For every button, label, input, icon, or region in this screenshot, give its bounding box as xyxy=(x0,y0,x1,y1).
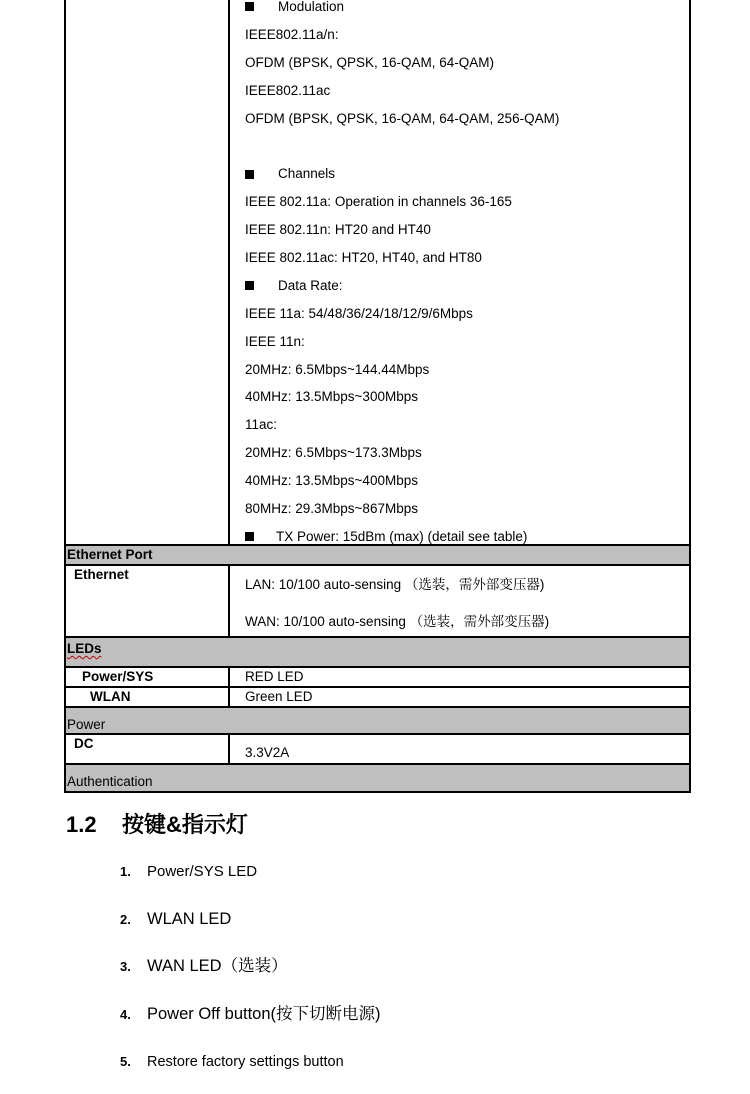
square-bullet-icon xyxy=(245,2,254,11)
rf-line-text: 40MHz: 13.5Mbps~400Mbps xyxy=(245,473,418,489)
list-number: 2. xyxy=(120,911,131,927)
rf-line-text: Data Rate: xyxy=(278,277,343,293)
wan-value: WAN: 10/100 auto-sensing （选装，需外部变压器) xyxy=(245,614,550,629)
list-number: 3. xyxy=(120,959,131,974)
rf-bullet-line xyxy=(245,523,689,551)
wlan-value: Green LED xyxy=(245,689,313,704)
rf-line xyxy=(245,495,689,523)
list-number: 1. xyxy=(120,864,131,879)
section-leds xyxy=(66,638,689,668)
rf-line-text: 11ac: xyxy=(245,417,278,433)
rf-line-text: TX Power: 15dBm (max) (detail see table) xyxy=(276,528,528,544)
rf-bullet-line xyxy=(245,160,689,188)
rf-line-text: 80MHz: 29.3Mbps~867Mbps xyxy=(245,501,418,517)
list-item xyxy=(120,896,381,944)
list-label: WLAN LED xyxy=(147,909,232,928)
section-title: Power xyxy=(67,717,106,732)
wlan-value-cell xyxy=(230,688,689,706)
rf-bullet-line xyxy=(245,0,689,21)
rf-bullet-line xyxy=(245,272,689,300)
rf-line-text: IEEE 802.11a: Operation in channels 36-165 xyxy=(245,194,512,210)
square-bullet-icon xyxy=(245,532,254,541)
list-label: Power Off button(按下切断电源) xyxy=(147,1004,381,1023)
spec-table xyxy=(64,0,691,793)
section-power xyxy=(66,708,689,735)
square-bullet-icon xyxy=(245,281,254,290)
rf-line-text: 20MHz: 6.5Mbps~173.3Mbps xyxy=(245,445,422,461)
dc-value: 3.3V2A xyxy=(245,745,290,760)
ethernet-label: Ethernet xyxy=(74,567,129,582)
list-label: WAN LED（选装） xyxy=(147,957,288,975)
section-authentication xyxy=(66,765,689,793)
rf-line xyxy=(245,105,689,133)
rf-line-text: IEEE802.11ac xyxy=(245,82,331,98)
rf-line-text: IEEE 802.11ac: HT20, HT40, and HT80 xyxy=(245,250,482,266)
section-heading xyxy=(66,808,248,839)
rf-label-cell xyxy=(66,0,230,544)
dc-label: DC xyxy=(74,736,94,751)
rf-line-text: OFDM (BPSK, QPSK, 16-QAM, 64-QAM) xyxy=(245,54,495,70)
rf-line-text: IEEE 11n: xyxy=(245,333,305,349)
wlan-label-cell xyxy=(66,688,230,706)
list-label: Restore factory settings button xyxy=(147,1054,344,1070)
rf-line xyxy=(245,188,689,216)
heading-number: 1.2 xyxy=(66,812,97,837)
rf-spec-row xyxy=(66,0,689,546)
rf-line-text: OFDM (BPSK, QPSK, 16-QAM, 64-QAM, 256-QAM) xyxy=(245,110,560,126)
list-item xyxy=(120,943,381,991)
heading-title: 按键&指示灯 xyxy=(122,812,248,837)
rf-line-text: Channels xyxy=(278,166,336,182)
rf-line xyxy=(245,77,689,105)
rf-lines xyxy=(245,0,689,551)
rf-line xyxy=(245,300,689,328)
rf-line-text: Modulation xyxy=(278,0,345,14)
section-title: LEDs xyxy=(67,641,102,656)
power-sys-value: RED LED xyxy=(245,669,304,684)
dc-label-cell xyxy=(66,735,230,763)
rf-line xyxy=(245,328,689,356)
list-item xyxy=(120,848,381,896)
rf-line xyxy=(245,244,689,272)
rf-value-cell xyxy=(230,0,689,544)
list-item xyxy=(120,1038,381,1086)
rf-line-text: IEEE 802.11n: HT20 and HT40 xyxy=(245,222,431,238)
rf-line-text: 20MHz: 6.5Mbps~144.44Mbps xyxy=(245,361,430,377)
wlan-label: WLAN xyxy=(90,689,131,704)
ethernet-row xyxy=(66,566,689,638)
dc-row xyxy=(66,735,689,765)
power-sys-row xyxy=(66,668,689,688)
list-label: Power/SYS LED xyxy=(147,863,258,880)
rf-line xyxy=(245,383,689,411)
square-bullet-icon xyxy=(245,170,254,179)
led-list xyxy=(120,848,381,1086)
list-number: 5. xyxy=(120,1054,131,1069)
rf-line xyxy=(245,411,689,439)
rf-line xyxy=(245,467,689,495)
list-number: 4. xyxy=(120,1006,131,1022)
section-title: Authentication xyxy=(67,774,153,789)
rf-line-text: 40MHz: 13.5Mbps~300Mbps xyxy=(245,389,418,405)
power-sys-label: Power/SYS xyxy=(82,669,154,684)
rf-line xyxy=(245,356,689,384)
rf-line-text: IEEE802.11a/n: xyxy=(245,26,339,42)
rf-line xyxy=(245,49,689,77)
rf-line-text: IEEE 11a: 54/48/36/24/18/12/9/6Mbps xyxy=(245,305,473,321)
rf-line xyxy=(245,439,689,467)
section-title: Ethernet Port xyxy=(67,547,153,562)
wlan-row xyxy=(66,688,689,708)
ethernet-value-cell xyxy=(230,566,689,636)
lan-value: LAN: 10/100 auto-sensing （选装，需外部变压器) xyxy=(245,577,545,592)
power-sys-label-cell xyxy=(66,668,230,686)
rf-line xyxy=(245,21,689,49)
list-item xyxy=(120,991,381,1039)
dc-value-cell xyxy=(230,735,689,763)
rf-line xyxy=(245,132,689,160)
rf-line xyxy=(245,216,689,244)
power-sys-value-cell xyxy=(230,668,689,686)
ethernet-label-cell xyxy=(66,566,230,636)
